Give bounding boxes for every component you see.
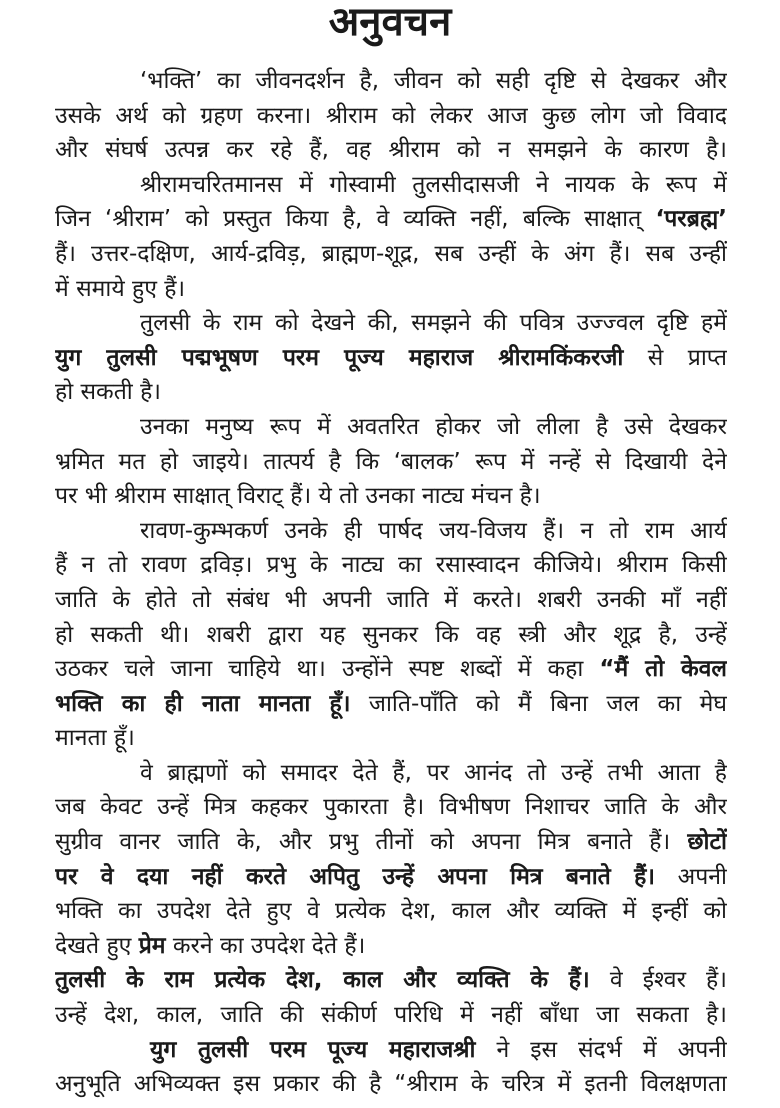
text-line bbox=[55, 756, 727, 791]
text-segment: उसके अर्थ को ग्रहण करना। श्रीराम को लेकर आज कुछ लोग जो विवाद bbox=[55, 102, 727, 129]
text-line bbox=[55, 860, 727, 895]
document-body bbox=[55, 64, 727, 1102]
text-segment: भक्ति का उपदेश देते हुए वे प्रत्येक देश, काल और व्यक्ति में इन्हीं को bbox=[55, 898, 727, 925]
text-line bbox=[55, 1067, 727, 1102]
bold-text: “मैं तो केवल bbox=[599, 656, 727, 683]
bold-text: भक्ति का ही नाता मानता हूँ। bbox=[55, 690, 351, 717]
text-line bbox=[55, 583, 727, 618]
text-line bbox=[55, 618, 727, 653]
text-segment: हैं। उत्तर-दक्षिण, आर्य-द्रविड़, ब्राह्मण-शूद्र, सब उन्हीं के अंग हैं। सब उन्हीं bbox=[55, 240, 727, 267]
text-segment: उठकर चले जाना चाहिये था। उन्होंने स्पष्ट शब्दों में कहा bbox=[55, 656, 600, 683]
text-line bbox=[55, 99, 727, 134]
text-segment: हो सकती है। bbox=[55, 379, 162, 406]
text-segment: जाति के होते तो संबंध भी अपनी जाति में करते। शबरी उनकी माँ नहीं bbox=[55, 586, 727, 613]
text-segment: से प्राप्त bbox=[623, 344, 727, 371]
text-line bbox=[55, 998, 727, 1033]
text-line bbox=[55, 929, 727, 964]
text-line bbox=[55, 894, 727, 929]
text-segment: मानता हूँ। bbox=[55, 725, 135, 752]
text-segment: ‘भक्ति’ का जीवनदर्शन है, जीवन को सही दृष्टि से देखकर और bbox=[140, 68, 727, 94]
text-line bbox=[55, 168, 727, 203]
text-segment: ने इस संदर्भ में अपनी bbox=[475, 1036, 727, 1063]
text-line bbox=[55, 237, 727, 272]
text-segment: अनुभूति अभिव्यक्त इस प्रकार की है “श्रीराम के चरित्र में इतनी विलक्षणता bbox=[55, 1071, 727, 1098]
text-segment: देखते हुए bbox=[55, 932, 139, 959]
bold-text: युग तुलसी परम पूज्य महाराजश्री bbox=[150, 1036, 476, 1063]
text-line bbox=[55, 133, 727, 168]
bold-text: पर वे दया नहीं करते अपितु उन्हें अपना मित्र बनाते हैं। bbox=[55, 863, 656, 890]
text-segment: वे ब्राह्मणों को समादर देते हैं, पर आनंद तो उन्हें तभी आता है bbox=[140, 759, 727, 786]
page-title: अनुवचन bbox=[328, 0, 452, 45]
text-segment: अपनी bbox=[655, 863, 727, 890]
text-segment: जिन ‘श्रीराम’ को प्रस्तुत किया है, वे व्यक्ति नहीं, बल्कि साक्षात् bbox=[55, 206, 656, 233]
bold-text: प्रेम bbox=[138, 932, 166, 959]
text-segment: में समाये हुए हैं। bbox=[55, 275, 186, 302]
text-segment: तुलसी के राम को देखने की, समझने की पवित्र उज्ज्वल दृष्टि हमें bbox=[140, 310, 727, 337]
text-line bbox=[55, 202, 727, 237]
text-line bbox=[55, 306, 727, 341]
text-line bbox=[55, 721, 727, 756]
text-line bbox=[55, 548, 727, 583]
text-line bbox=[55, 410, 727, 445]
text-line bbox=[55, 790, 727, 825]
bold-text: युग तुलसी पद्मभूषण परम पूज्य महाराज श्रीरामकिंकरजी bbox=[55, 344, 624, 371]
text-line bbox=[55, 479, 727, 514]
text-line bbox=[55, 687, 727, 722]
text-line bbox=[55, 825, 727, 860]
text-segment: भ्रमित मत हो जाइये। तात्पर्य है कि ‘बालक’ रूप में नन्हें से दिखायी देने bbox=[55, 448, 727, 475]
text-line bbox=[55, 445, 727, 480]
bold-text: तुलसी के राम प्रत्येक देश, काल और व्यक्ति के हैं। bbox=[55, 967, 590, 994]
text-segment: उन्हें देश, काल, जाति की संकीर्ण परिधि में नहीं बाँधा जा सकता है। bbox=[55, 1002, 727, 1029]
text-segment: वे ईश्वर हैं। bbox=[589, 967, 727, 994]
text-segment: और संघर्ष उत्पन्न कर रहे हैं, वह श्रीराम को न समझने के कारण है। bbox=[55, 137, 727, 164]
text-line bbox=[55, 652, 727, 687]
text-segment: हैं न तो रावण द्रविड़। प्रभु के नाट्य का रसास्वादन कीजिये। श्रीराम किसी bbox=[55, 552, 727, 579]
text-line bbox=[55, 1033, 727, 1068]
text-segment: रावण-कुम्भकर्ण उनके ही पार्षद जय-विजय हैं। न तो राम आर्य bbox=[140, 517, 727, 544]
text-segment: सुग्रीव वानर जाति के, और प्रभु तीनों को अपना मित्र बनाते हैं। bbox=[55, 829, 688, 856]
text-segment: श्रीरामचरितमानस में गोस्वामी तुलसीदासजी ने नायक के रूप में bbox=[140, 171, 727, 198]
text-segment: पर भी श्रीराम साक्षात् विराट् हैं। ये तो उनका नाट्य मंचन है। bbox=[55, 483, 541, 510]
bold-text: ‘परब्रह्म’ bbox=[655, 206, 727, 233]
text-segment: उनका मनुष्य रूप में अवतरित होकर जो लीला है उसे देखकर bbox=[140, 413, 727, 440]
text-segment: करने का उपदेश देते हैं। bbox=[165, 932, 366, 959]
text-segment: जाति-पाँति को मैं बिना जल का मेघ bbox=[350, 690, 727, 717]
text-line bbox=[55, 341, 727, 376]
text-line bbox=[55, 963, 727, 998]
bold-text: छोटों bbox=[687, 829, 727, 856]
text-line bbox=[55, 514, 727, 549]
text-line bbox=[55, 375, 727, 410]
text-segment: जब केवट उन्हें मित्र कहकर पुकारता है। विभीषण निशाचर जाति के और bbox=[55, 794, 727, 821]
text-line bbox=[55, 272, 727, 307]
text-line bbox=[55, 64, 727, 99]
text-segment: हो सकती थी। शबरी द्वारा यह सुनकर कि वह स्त्री और शूद्र है, उन्हें bbox=[55, 621, 727, 648]
